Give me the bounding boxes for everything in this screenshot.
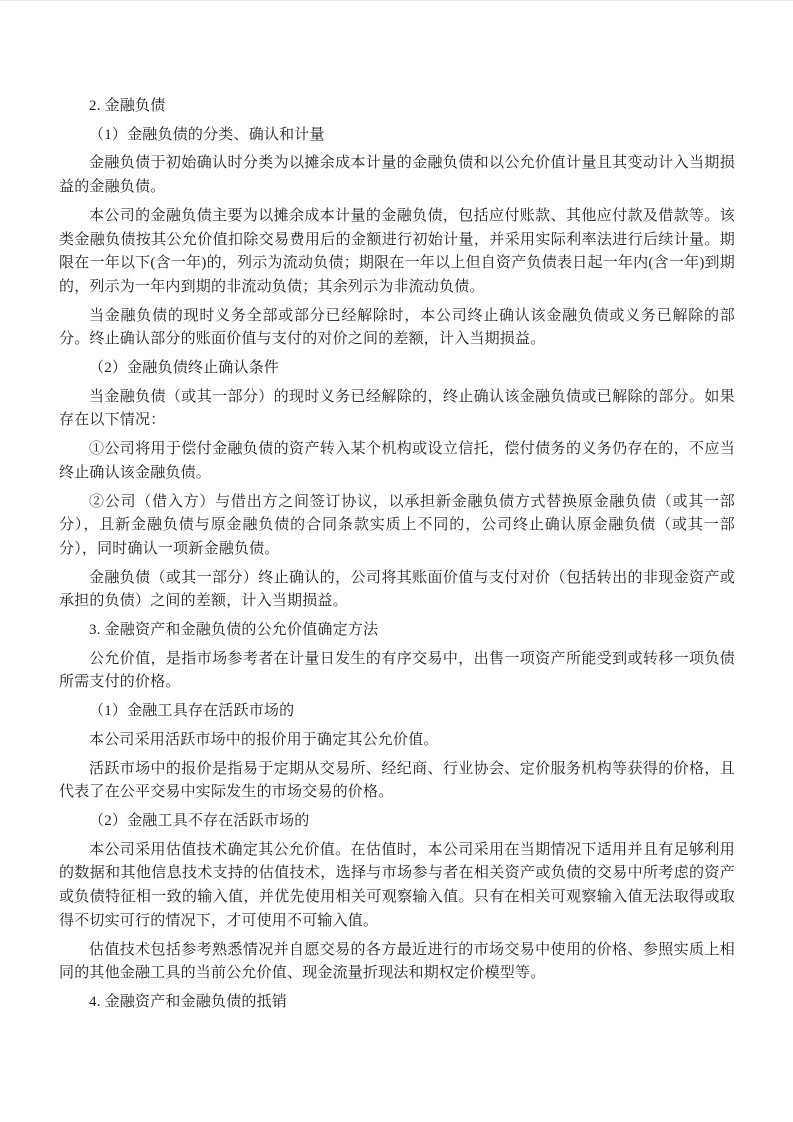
page-top-border xyxy=(0,0,793,1)
section-heading-financial-liabilities: 2. 金融负债 xyxy=(89,98,166,114)
sub-heading-active-market-exists: （1）金融工具存在活跃市场的 xyxy=(89,703,295,720)
paragraph: 当金融负债的现时义务全部或部分已经解除时，本公司终止确认该金融负债或义务已解除的部分。终止确认部分的账面价值与支付的对价之间的差额，计入当期损益。 xyxy=(59,307,735,348)
paragraph: 估值技术包括参考熟悉情况并自愿交易的各方最近进行的市场交易中使用的价格、参照实质上相同的其他金融工具的当前公允价值、现金流量折现法和期权定价模型等。 xyxy=(59,941,735,982)
section-heading-fair-value-determination: 3. 金融资产和金融负债的公允价值确定方法 xyxy=(89,622,379,639)
paragraph-item-2: ②公司（借入方）与借出方之间签订协议，以承担新金融负债方式替换原金融负债（或其一部分），且新金融负债与原金融负债的合同条款实质上不同的，公司终止确认原金融负债（或其一部分），同时确认一项新金融负债。 xyxy=(59,493,735,557)
paragraph: 金融负债（或其一部分）终止确认的，公司将其账面价值与支付对价（包括转出的非现金资产或承担的负债）之间的差额，计入当期损益。 xyxy=(59,569,735,610)
paragraph: 活跃市场中的报价是指易于定期从交易所、经纪商、行业协会、定价服务机构等获得的价格，且代表了在公平交易中实际发生的市场交易的价格。 xyxy=(59,760,735,801)
sub-heading-derecognition-conditions: （2）金融负债终止确认条件 xyxy=(89,360,280,377)
document-body xyxy=(59,95,735,1020)
paragraph: 本公司的金融负债主要为以摊余成本计量的金融负债，包括应付账款、其他应付款及借款等。该类金融负债按其公允价值扣除交易费用后的金额进行初始计量，并采用实际利率法进行后续计量。期限在一年以下(含一年)的，列示为流动负债；期限在一年以上但自资产负债表日起一年内(含一年)到期的，列示为一年内到期的非流动负债；其余列示为非流动负债。 xyxy=(59,207,735,295)
sub-heading-no-active-market: （2）金融工具不存在活跃市场的 xyxy=(89,812,310,829)
sub-heading-classification-recognition-measurement: （1）金融负债的分类、确认和计量 xyxy=(89,126,325,143)
paragraph: 本公司采用活跃市场中的报价用于确定其公允价值。 xyxy=(89,731,439,748)
paragraph: 本公司采用估值技术确定其公允价值。在估值时，本公司采用在当期情况下适用并且有足够利用的数据和其他信息技术支持的估值技术，选择与市场参与者在相关资产或负债的交易中所考虑的资产或负债特征相一致的输入值，并优先使用相关可观察输入值。只有在相关可观察输入值无法取得或取得不切实可行的情况下，才可使用不可输入值。 xyxy=(59,841,735,929)
paragraph: 公允价值，是指市场参考者在计量日发生的有序交易中，出售一项资产所能受到或转移一项负债所需支付的价格。 xyxy=(59,650,735,691)
paragraph-item-1: ①公司将用于偿付金融负债的资产转入某个机构或设立信托，偿付债务的义务仍存在的，不应当终止确认该金融负债。 xyxy=(59,441,735,481)
paragraph: 金融负债于初始确认时分类为以摊余成本计量的金融负债和以公允价值计量且其变动计入当期损益的金融负债。 xyxy=(59,155,735,196)
paragraph: 当金融负债（或其一部分）的现时义务已经解除的，终止确认该金融负债或已解除的部分。如果存在以下情况： xyxy=(59,388,735,429)
section-heading-offsetting: 4. 金融资产和金融负债的抵销 xyxy=(89,993,288,1010)
